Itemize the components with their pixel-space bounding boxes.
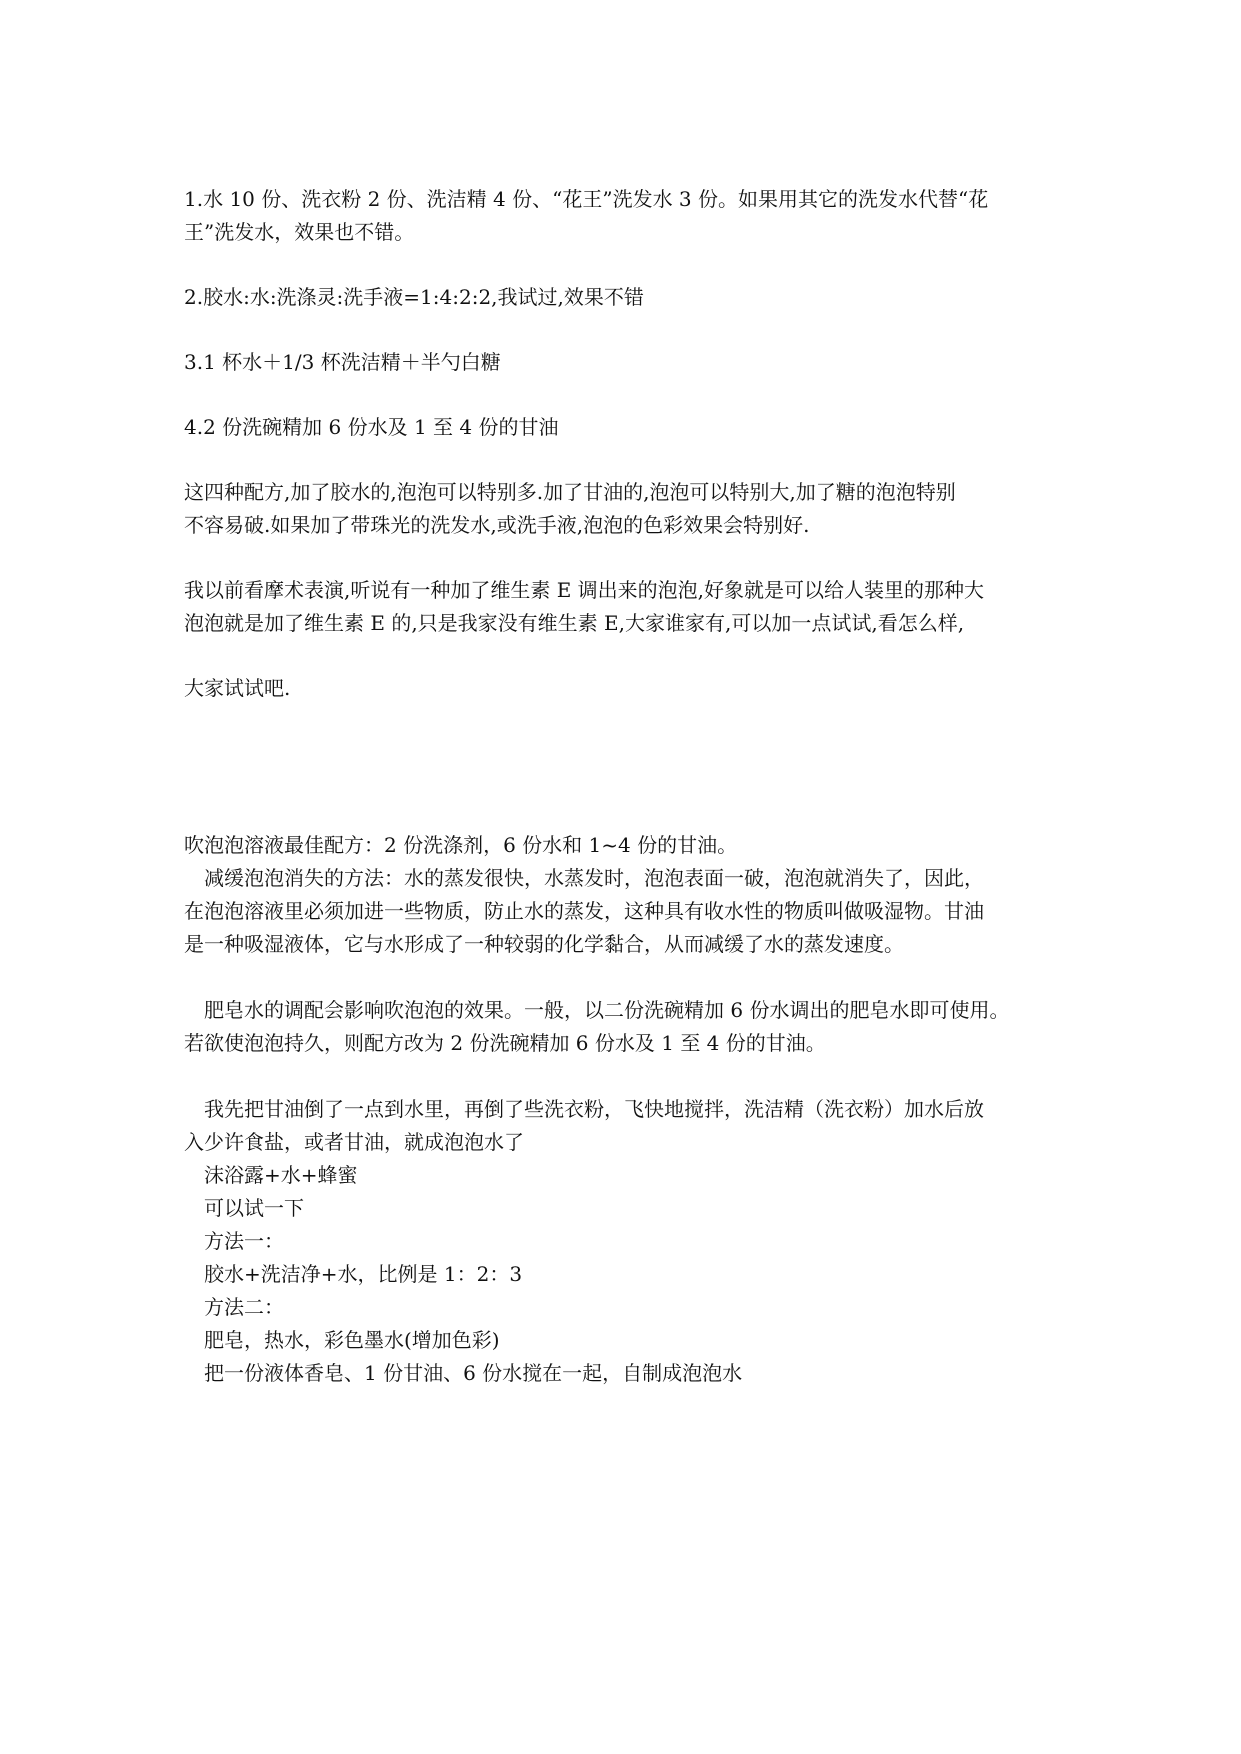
my-method-line-1: 我先把甘油倒了一点到水里，再倒了些洗衣粉，飞快地搅拌，洗洁精（洗衣粉）加水后放 xyxy=(184,1097,984,1121)
method-2-body: 肥皂，热水，彩色墨水(增加色彩) xyxy=(184,1328,500,1352)
soap-paragraph-line-2: 若欲使泡泡持久，则配方改为 2 份洗碗精加 6 份水及 1 至 4 份的甘油。 xyxy=(184,1031,826,1055)
tip-line-2: 可以试一下 xyxy=(184,1196,304,1220)
magic-paragraph-line-2: 泡泡就是加了维生素 E 的,只是我家没有维生素 E,大家谁家有,可以加一点试试,看怎么样, xyxy=(184,611,965,635)
slow-paragraph-line-1: 减缓泡泡消失的方法：水的蒸发很快，水蒸发时，泡泡表面一破，泡泡就消失了，因此， xyxy=(184,866,984,890)
method-2-title: 方法二： xyxy=(184,1295,284,1319)
magic-paragraph-line-1: 我以前看摩术表演,听说有一种加了维生素 E 调出来的泡泡,好象就是可以给人装里的那种大 xyxy=(184,578,985,602)
closing-line: 大家试试吧. xyxy=(184,676,291,700)
slow-paragraph-line-2: 在泡泡溶液里必须加进一些物质，防止水的蒸发，这种具有收水性的物质叫做吸湿物。甘油 xyxy=(184,899,984,923)
recipe-4: 4.2 份洗碗精加 6 份水及 1 至 4 份的甘油 xyxy=(184,415,559,439)
recipe-1-line-1: 1.水 10 份、洗衣粉 2 份、洗洁精 4 份、“花王”洗发水 3 份。如果用其它的洗发水代替“花 xyxy=(184,187,989,211)
method-3-body: 把一份液体香皂、1 份甘油、6 份水搅在一起，自制成泡泡水 xyxy=(184,1361,743,1385)
tip-line-1: 沫浴露+水+蜂蜜 xyxy=(184,1163,358,1187)
summary-line-1: 这四种配方,加了胶水的,泡泡可以特别多.加了甘油的,泡泡可以特别大,加了糖的泡泡特别 xyxy=(184,480,956,504)
method-1-body: 胶水+洗洁净+水，比例是 1：2：3 xyxy=(184,1262,523,1286)
recipe-1-line-2: 王”洗发水，效果也不错。 xyxy=(184,220,415,244)
best-formula-line: 吹泡泡溶液最佳配方：2 份洗涤剂，6 份水和 1~4 份的甘油。 xyxy=(184,833,738,857)
slow-paragraph-line-3: 是一种吸湿液体，它与水形成了一种较弱的化学黏合，从而减缓了水的蒸发速度。 xyxy=(184,932,904,956)
recipe-2: 2.胶水:水:洗涤灵:洗手液=1:4:2:2,我试过,效果不错 xyxy=(184,285,644,309)
recipe-3: 3.1 杯水＋1/3 杯洗洁精＋半勺白糖 xyxy=(184,350,501,374)
summary-line-2: 不容易破.如果加了带珠光的洗发水,或洗手液,泡泡的色彩效果会特别好. xyxy=(184,513,810,537)
soap-paragraph-line-1: 肥皂水的调配会影响吹泡泡的效果。一般，以二份洗碗精加 6 份水调出的肥皂水即可使用。 xyxy=(184,998,1010,1022)
my-method-line-2: 入少许食盐，或者甘油，就成泡泡水了 xyxy=(184,1130,524,1154)
method-1-title: 方法一： xyxy=(184,1229,284,1253)
